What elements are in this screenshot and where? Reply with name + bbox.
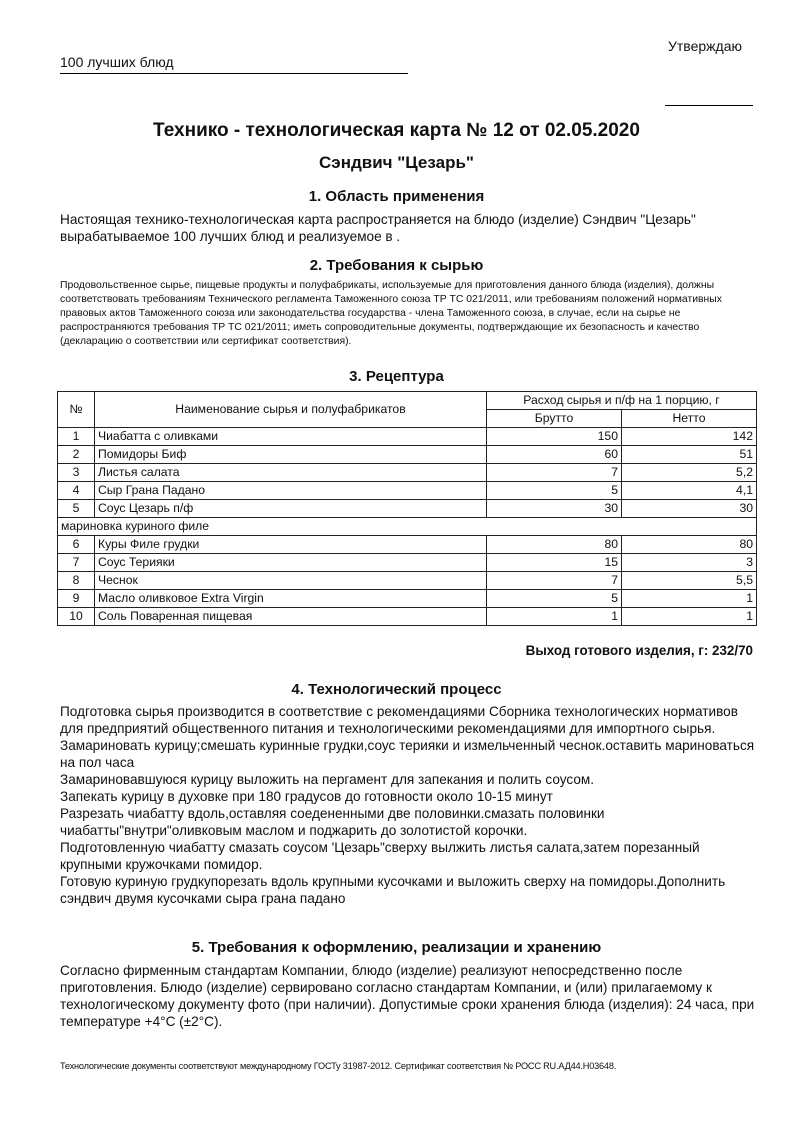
organization-name: 100 лучших блюд [60,54,408,74]
row-net: 3 [622,554,757,572]
row-gross: 15 [487,554,622,572]
process-step: Разрезать чиабатту вдоль,оставляя соедененными две половинки.смазать половинки чиабатты"внутри"оливковым маслом и поджарить до золотистой корочки. [60,806,605,838]
section-heading-process: 4. Технологический процесс [291,681,502,698]
table-row [58,572,757,590]
process-step: Подготовленную чиабатту смазать соусом 'Цезарь"сверху вылжить листья салата,затем порезанный крупными кружочками помидор. [60,840,700,872]
section-heading-storage: 5. Требования к оформлению, реализации и хранению [191,939,602,956]
row-num: 1 [58,428,95,446]
signature-line [665,105,753,106]
row-gross: 30 [487,500,622,518]
row-num: 7 [58,554,95,572]
process-step: Готовую куриную грудкупорезать вдоль крупными кусочками и выложить сверху на помидоры.Дополнить сэндвич двумя кусочками сыра грана падано [60,874,726,906]
row-net: 5,5 [622,572,757,590]
row-num: 10 [58,608,95,626]
table-row [58,464,757,482]
process-step: Замариновать курицу;смешать куринные грудки,соус терияки и измельченный чеснок.оставить мариноваться на пол часа [60,738,755,770]
row-net: 142 [622,428,757,446]
subgroup-row [58,518,757,536]
row-gross: 7 [487,464,622,482]
table-row [58,500,757,518]
scope-text: Настоящая технико-технологическая карта распространяется на блюдо (изделие) Сэндвич "Цезарь" вырабатываемое 100 лучших блюд и реализуемое в . [60,212,696,244]
row-name: Листья салата [95,464,487,482]
row-num: 6 [58,536,95,554]
process-steps [60,703,760,907]
row-net: 51 [622,446,757,464]
column-header-name: Наименование сырья и полуфабрикатов [95,392,487,428]
row-num: 4 [58,482,95,500]
process-step: Запекать курицу в духовке при 180 градусов до готовности около 10-15 минут [60,789,553,804]
approve-label: Утверждаю [668,38,742,54]
row-net: 5,2 [622,464,757,482]
row-gross: 80 [487,536,622,554]
table-row [58,536,757,554]
table-row [58,428,757,446]
row-name: Соль Поваренная пищевая [95,608,487,626]
section-heading-scope: 1. Область применения [308,188,485,205]
row-gross: 5 [487,590,622,608]
document-title: Технико - технологическая карта № 12 от 02.05.2020 [153,120,640,141]
section-heading-recipe: 3. Рецептура [349,368,444,385]
raw-requirements-text: Продовольственное сырье, пищевые продукты и полуфабрикаты, используемые для приготовления данного блюда (изделия), должны соответствовать требованиям Технического регламента Таможенного союза ТР ТС 021/2011, или требованиям положений нормативных правовых актов Таможенного союза или законодательства государства - члена Таможенного союза, в случае, если на сырье не распространяются требования ТР ТС 021/2011; иметь сопроводительные документы, подтверждающие их безопасность и качество (декларацию о соответствии или сертификат соответствия). [60,280,722,348]
footer-certificate: Технологические документы соответствуют международному ГОСТу 31987-2012. Сертификат соответствия № РОСС RU.АД44.Н03648. [60,1061,617,1071]
recipe-table [57,391,757,626]
section-heading-raw-requirements: 2. Требования к сырью [309,257,484,274]
row-net: 1 [622,590,757,608]
column-header-net: Нетто [622,410,757,428]
row-name: Соус Терияки [95,554,487,572]
row-name: Куры Филе грудки [95,536,487,554]
row-net: 4,1 [622,482,757,500]
process-step: Подготовка сырья производится в соответствие с рекомендациями Сборника технологических нормативов для предприятий общественного питания и технологическими рекомендациями для импортного сырья. [60,704,738,736]
row-gross: 150 [487,428,622,446]
row-net: 80 [622,536,757,554]
row-gross: 5 [487,482,622,500]
row-name: Сыр Грана Падано [95,482,487,500]
row-num: 3 [58,464,95,482]
row-name: Масло оливковое Extra Virgin [95,590,487,608]
row-name: Соус Цезарь п/ф [95,500,487,518]
row-net: 30 [622,500,757,518]
row-gross: 1 [487,608,622,626]
subgroup-label: мариновка куриного филе [58,518,757,536]
dish-name: Сэндвич "Цезарь" [319,153,474,172]
row-num: 2 [58,446,95,464]
table-row [58,554,757,572]
row-gross: 7 [487,572,622,590]
row-name: Чеснок [95,572,487,590]
row-num: 5 [58,500,95,518]
row-gross: 60 [487,446,622,464]
process-step: Замариновавшуюся курицу выложить на пергамент для запекания и полить соусом. [60,772,595,787]
column-header-usage: Расход сырья и п/ф на 1 порцию, г [487,392,757,410]
row-num: 8 [58,572,95,590]
table-row [58,608,757,626]
yield-total: Выход готового изделия, г: 232/70 [525,643,753,658]
table-header-row [58,392,757,410]
table-row [58,590,757,608]
table-row [58,446,757,464]
column-header-gross: Брутто [487,410,622,428]
row-net: 1 [622,608,757,626]
storage-text: Согласно фирменным стандартам Компании, блюдо (изделие) реализуют непосредственно после приготовления. Блюдо (изделие) сервировано согласно стандартам Компании, и (или) прилагаемому к технологическому документу фото (при наличии). Допустимые сроки хранения блюда (изделия): 24 часа, при температуре +4°С (±2°С). [60,963,755,1029]
row-name: Помидоры Биф [95,446,487,464]
table-row [58,482,757,500]
column-header-num: № [58,392,95,428]
row-name: Чиабатта с оливками [95,428,487,446]
row-num: 9 [58,590,95,608]
